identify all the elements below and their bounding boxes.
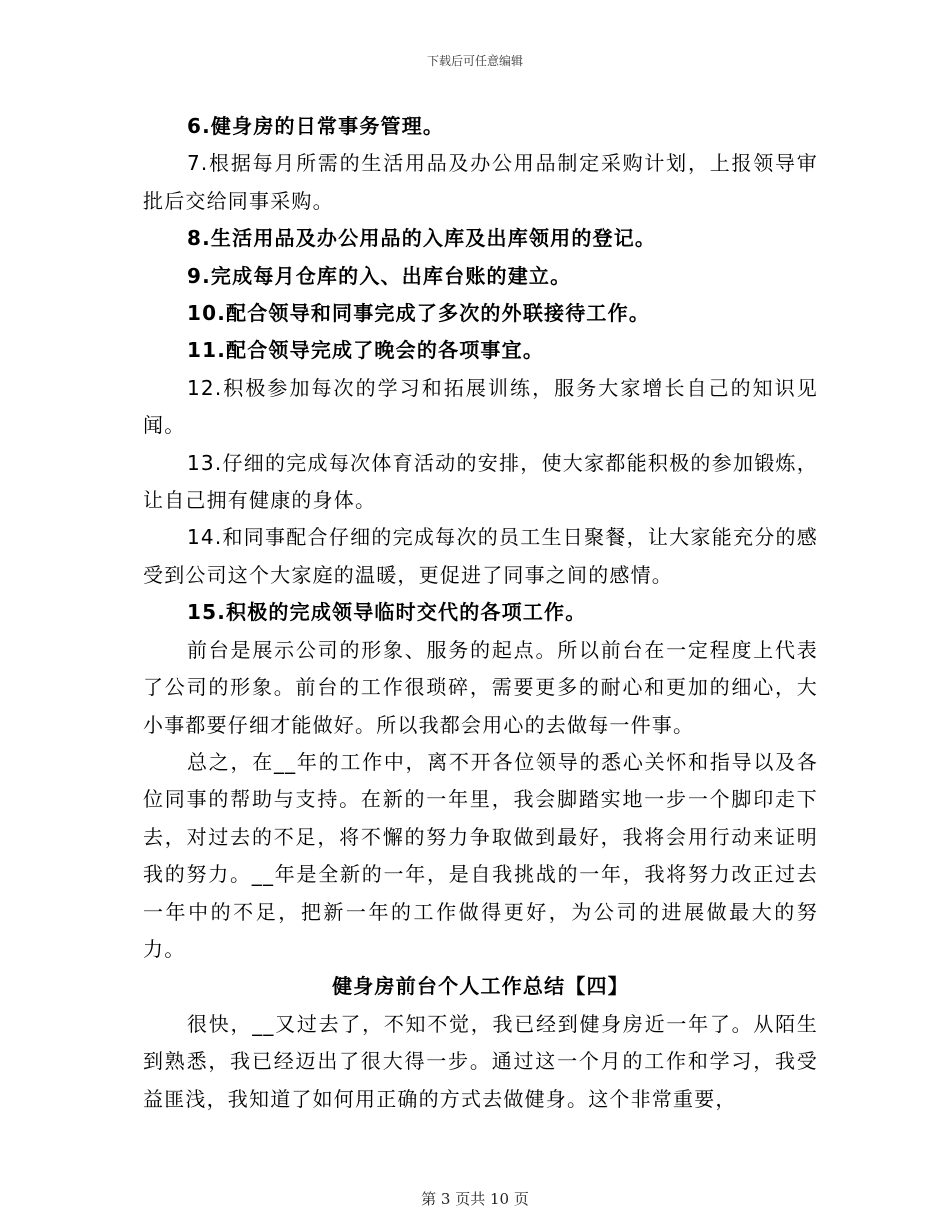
download-note: 下载后可任意编辑: [426, 54, 523, 68]
list-item-13: 13.仔细的完成每次体育活动的安排，使大家都能积极的参加锻炼，让自己拥有健康的身体。: [143, 450, 818, 513]
list-item-14: 14.和同事配合仔细的完成每次的员工生日聚餐，让大家能充分的感受到公司这个大家庭的温暖，更促进了同事之间的感情。: [143, 525, 818, 587]
list-item-11: 11.配合领导完成了晚会的各项事宜。: [187, 338, 545, 363]
page-number: 第 3 页共 10 页: [421, 1190, 529, 1208]
summary-paragraph: 总之，在__年的工作中，离不开各位领导的悉心关怀和指导以及各位同事的帮助与支持。在新的一年里，我会脚踏实地一步一个脚印走下去，对过去的不足，将不懈的努力争取做到最好，我将会用行动来证明我的努力。__年是全新的一年，是自我挑战的一年，我将努力改正过去一年中的不足，把新一年的工作做得更好，为公司的进展做最大的努力。: [143, 749, 818, 961]
list-item-9: 9.完成每月仓库的入、出库台账的建立。: [187, 263, 572, 288]
closing-paragraph: 很快，__又过去了，不知不觉，我已经到健身房近一年了。从陌生到熟悉，我已经迈出了很大得一步。通过这一个月的工作和学习，我受益匪浅，我知道了如何用正确的方式去做健身。这个非常重要，: [143, 1011, 818, 1111]
list-item-12: 12.积极参加每次的学习和拓展训练，服务大家增长自己的知识见闻。: [143, 375, 818, 438]
front-desk-paragraph: 前台是展示公司的形象、服务的起点。所以前台在一定程度上代表了公司的形象。前台的工作很琐碎，需要更多的耐心和更加的细心，大小事都要仔细才能做好。所以我都会用心的去做每一件事。: [143, 637, 818, 737]
document-body: [143, 108, 818, 1118]
list-item-7: 7.根据每月所需的生活用品及办公用品制定采购计划，上报领导审批后交给同事采购。: [143, 151, 818, 213]
list-item-10: 10.配合领导和同事完成了多次的外联接待工作。: [187, 301, 651, 326]
list-item-15: 15.积极的完成领导临时交代的各项工作。: [187, 600, 587, 625]
list-item-6: 6.健身房的日常事务管理。: [187, 114, 445, 138]
section-heading: 健身房前台个人工作总结【四】: [332, 974, 629, 999]
list-item-8: 8.生活用品及办公用品的入库及出库领用的登记。: [187, 226, 657, 251]
